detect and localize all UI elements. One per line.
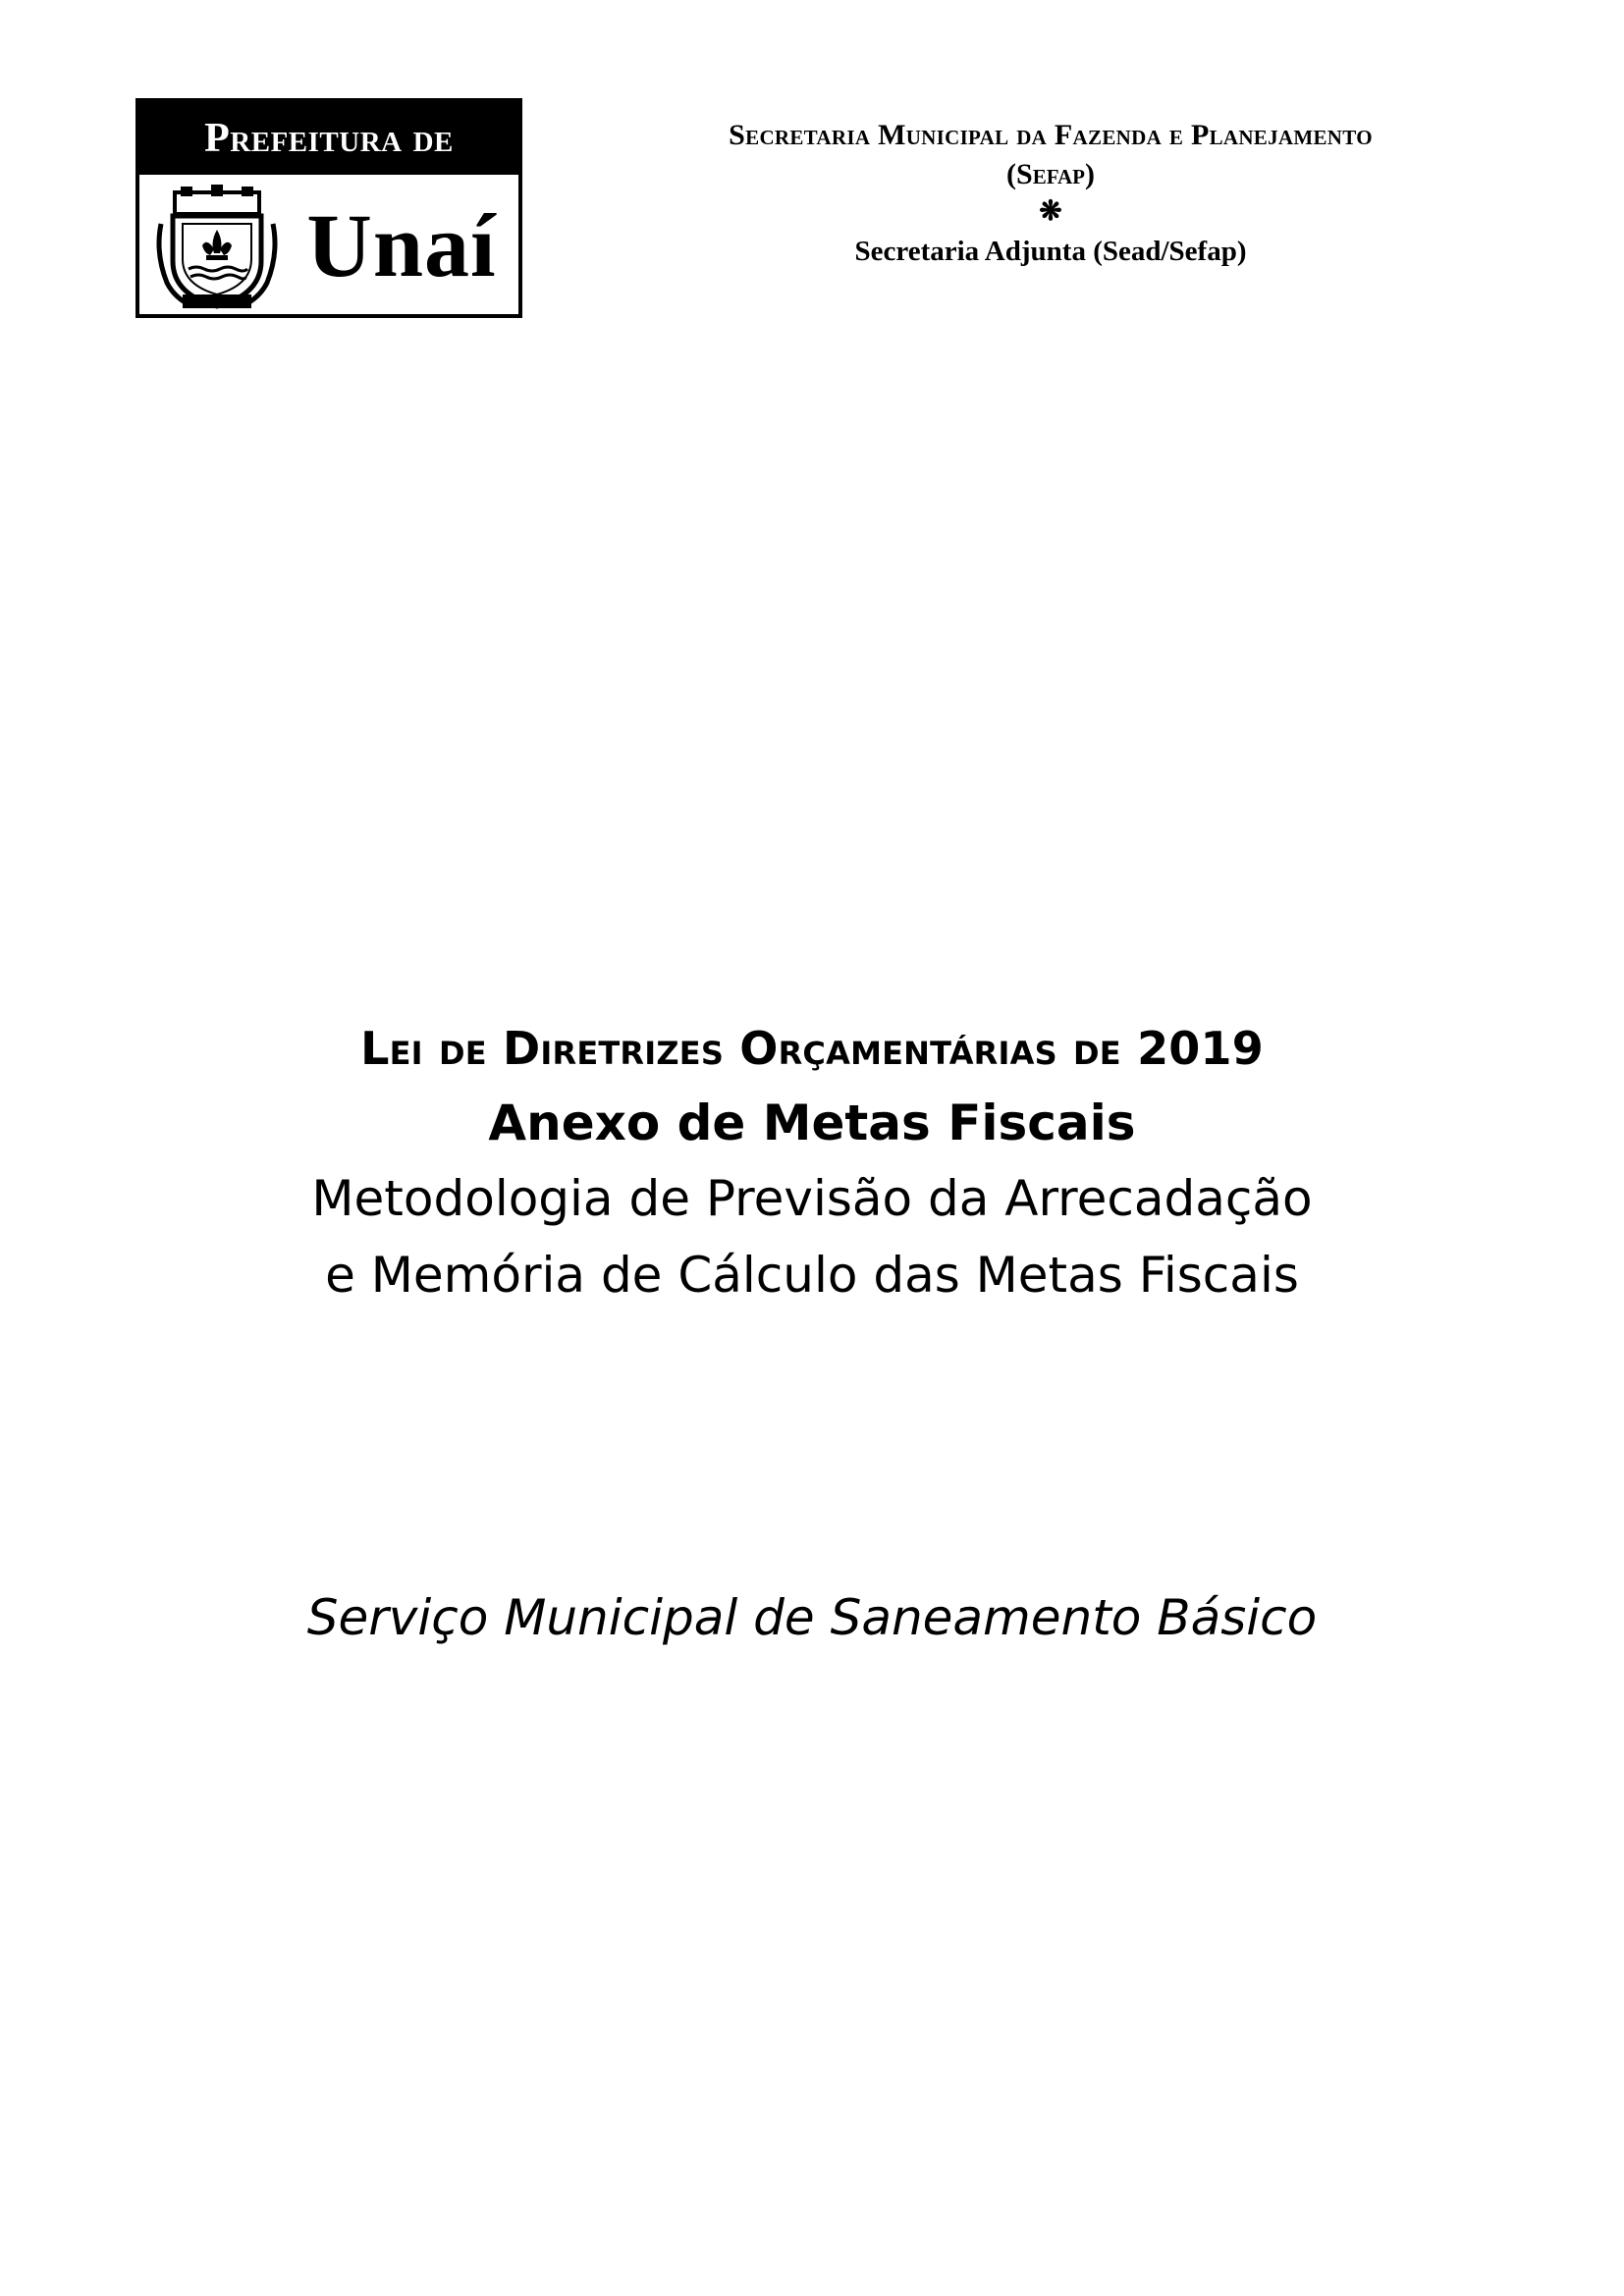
secretariat-name: Secretaria Municipal da Fazenda e Planejamento — [729, 119, 1373, 151]
adjunct-secretariat: Secretaria Adjunta (Sead/Sefap) — [854, 236, 1247, 267]
prefeitura-logo — [135, 98, 522, 318]
secretariat-acronym: (Sefap) — [1006, 158, 1095, 190]
title-line-1: Lei de Diretrizes Orçamentárias de 2019 — [360, 1022, 1264, 1075]
title-line-2: Anexo de Metas Fiscais — [488, 1095, 1136, 1151]
title-line-3: Metodologia de Previsão da Arrecadação — [311, 1170, 1313, 1227]
separator-star-icon: ❋ — [1039, 196, 1062, 227]
title-line-4: e Memória de Cálculo das Metas Fiscais — [325, 1247, 1299, 1304]
document-subtitle: Serviço Municipal de Saneamento Básico — [306, 1589, 1318, 1646]
document-title — [196, 1011, 1428, 1313]
logo-top-text: Prefeitura de — [139, 102, 518, 175]
header-secretariat — [569, 116, 1532, 271]
logo-city-text: Unaí — [306, 195, 497, 295]
coat-of-arms-icon — [153, 185, 281, 312]
